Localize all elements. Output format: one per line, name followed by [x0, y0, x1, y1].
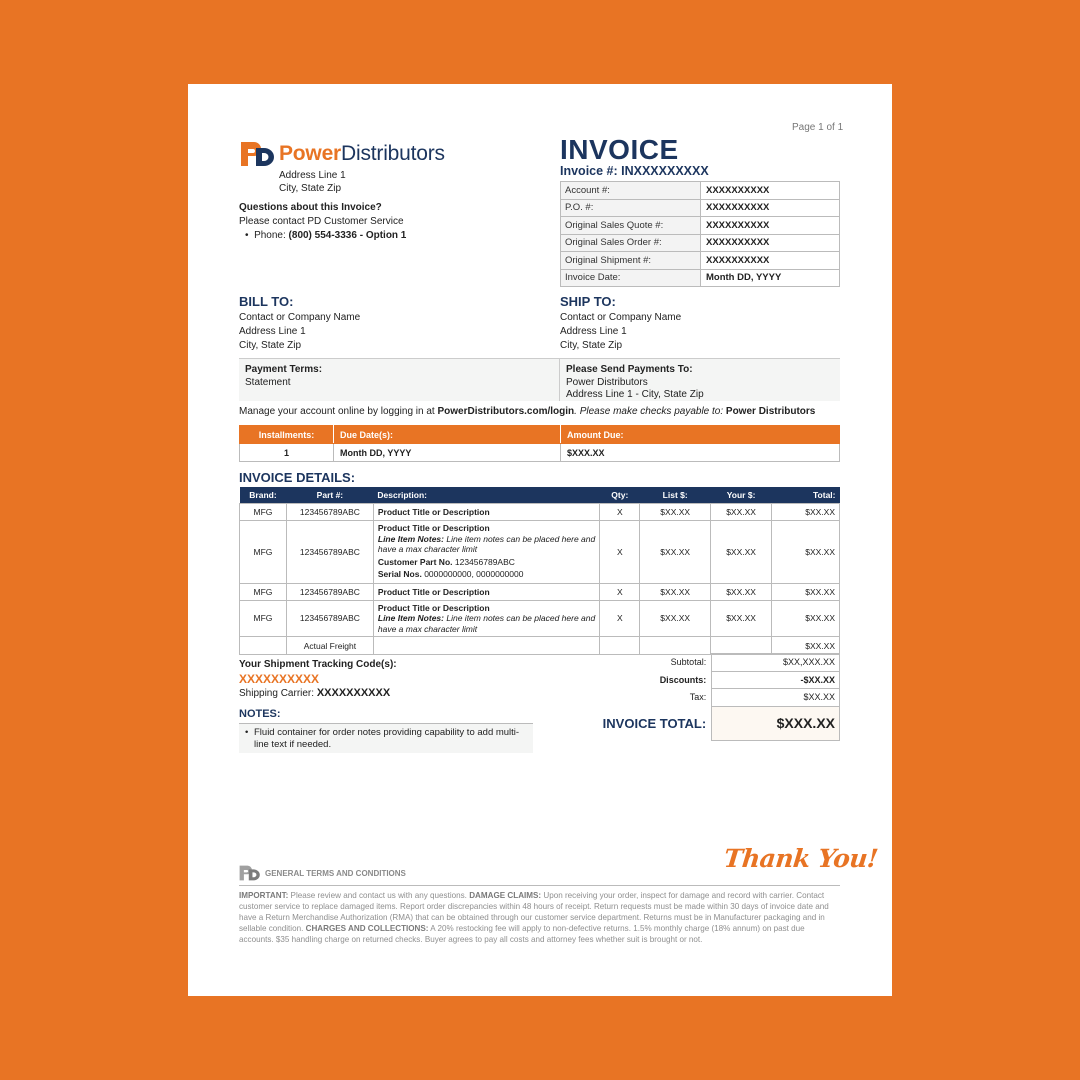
- payment-address: Please Send Payments To: Power Distributors Address Line 1 - City, State Zip: [566, 364, 704, 400]
- invoice-title: INVOICE: [560, 134, 679, 165]
- terms-divider: [239, 885, 840, 886]
- table-row: MFG 123456789ABC Product Title or Description X $XX.XX $XX.XX $XX.XX: [240, 583, 840, 600]
- pd-logo-icon: [240, 140, 276, 168]
- meta-row: P.O. #: XXXXXXXXXX: [561, 199, 840, 217]
- item-description: Product Title or Description Line Item Notes: Line item notes can be placed here and have a max character limit Customer Part No. 123456789ABC Serial Nos. 0000000000, 0000000000: [373, 520, 599, 583]
- invoice-details-title: INVOICE DETAILS:: [239, 470, 356, 485]
- phone-line: • Phone: (800) 554-3336 - Option 1: [245, 230, 407, 241]
- login-link[interactable]: PowerDistributors.com/login: [437, 406, 575, 417]
- manage-account-note: Manage your account online by logging in at PowerDistributors.com/login. Please make checks payable to: Power Distributors: [239, 406, 816, 417]
- notes-body: • Fluid container for order notes providing capability to add multi-line text if needed.: [239, 724, 533, 753]
- terms-header: GENERAL TERMS AND CONDITIONS: [239, 864, 840, 882]
- terms-text: IMPORTANT: Please review and contact us with any questions. DAMAGE CLAIMS: Upon receiving your order, inspect for damage and record with carrier. Contact customer service to replace damaged items. Report order discrepancies within 48 hours of receipt. Return requests must be made within 30 days of invoice date and have a Return Merchandise Authorization (RMA) that can be obtained through our customer service department. Returns must be in Manufacturer packaging and in sellable condition. CHARGES AND COLLECTIONS: A 20% restocking fee will apply to non-defective returns. 1.5% monthly charge (18% annum) on past due accounts. $35 handling charge on returned checks. Buyer agrees to pay all costs and attorney fees whether suit is brought or not.: [239, 891, 829, 944]
- notes-section: NOTES: • Fluid container for order notes providing capability to add multi-line text if needed.: [239, 708, 533, 753]
- thank-you-message: Thank You!: [722, 844, 880, 873]
- installments-header: Installments: Due Date(s): Amount Due:: [240, 426, 840, 444]
- freight-row: Actual Freight $XX.XX: [240, 637, 840, 655]
- table-row: MFG 123456789ABC Product Title or Description X $XX.XX $XX.XX $XX.XX: [240, 503, 840, 520]
- meta-row: Original Sales Order #: XXXXXXXXXX: [561, 234, 840, 252]
- meta-row: Account #: XXXXXXXXXX: [561, 182, 840, 200]
- invoice-number: Invoice #: INXXXXXXXXX: [560, 164, 709, 178]
- invoice-meta-table: [560, 181, 840, 287]
- shipment-tracking: Your Shipment Tracking Code(s): XXXXXXXXXX Shipping Carrier: XXXXXXXXXX: [239, 659, 397, 699]
- invoice-total-row: INVOICE TOTAL: $XXX.XX: [560, 706, 840, 740]
- company-address: Address Line 1 City, State Zip: [279, 170, 346, 194]
- meta-row: Original Sales Quote #: XXXXXXXXXX: [561, 217, 840, 235]
- totals-table: [560, 653, 840, 741]
- page-number: Page 1 of 1: [792, 122, 844, 133]
- table-row: MFG 123456789ABC Product Title or Description Line Item Notes: Line item notes can be placed here and have a max character limit X $XX.XX $XX.XX $XX.XX: [240, 600, 840, 637]
- tax-row: Tax: $XX.XX: [560, 689, 840, 707]
- details-header: Brand: Part #: Description: Qty: List $: Your $: Total:: [240, 487, 840, 503]
- bill-to: BILL TO: Contact or Company Name Address Line 1 City, State Zip: [239, 294, 361, 351]
- logo-wordmark: PowerDistributors: [279, 142, 445, 165]
- payment-info: [239, 358, 840, 401]
- pd-logo-gray-icon: [239, 864, 261, 882]
- invoice-details-table: [239, 487, 840, 655]
- tracking-code[interactable]: XXXXXXXXXX: [239, 672, 320, 686]
- questions-block: Questions about this Invoice? Please contact PD Customer Service • Phone: (800) 554-3336 - Option 1: [239, 202, 407, 241]
- installments-row: 1 Month DD, YYYY $XXX.XX: [240, 444, 840, 462]
- company-logo: [240, 140, 445, 168]
- item-description: Product Title or Description Line Item Notes: Line item notes can be placed here and have a max character limit: [373, 600, 599, 637]
- meta-row: Invoice Date: Month DD, YYYY: [561, 269, 840, 287]
- installments-table: [239, 425, 840, 462]
- discounts-row: Discounts: -$XX.XX: [560, 671, 840, 689]
- invoice-page: [188, 84, 892, 996]
- subtotal-row: Subtotal: $XX,XXX.XX: [560, 654, 840, 672]
- meta-row: Original Shipment #: XXXXXXXXXX: [561, 252, 840, 270]
- ship-to: SHIP TO: Contact or Company Name Address Line 1 City, State Zip: [560, 294, 682, 351]
- table-row: MFG 123456789ABC Product Title or Description Line Item Notes: Line item notes can be placed here and have a max character limit Customer Part No. 123456789ABC Serial Nos. 0000000000, 0000000000 X $XX.XX $XX.XX $XX.XX: [240, 520, 840, 583]
- payment-terms: Payment Terms: Statement: [239, 359, 560, 401]
- phone-number[interactable]: (800) 554-3336 - Option 1: [288, 230, 407, 241]
